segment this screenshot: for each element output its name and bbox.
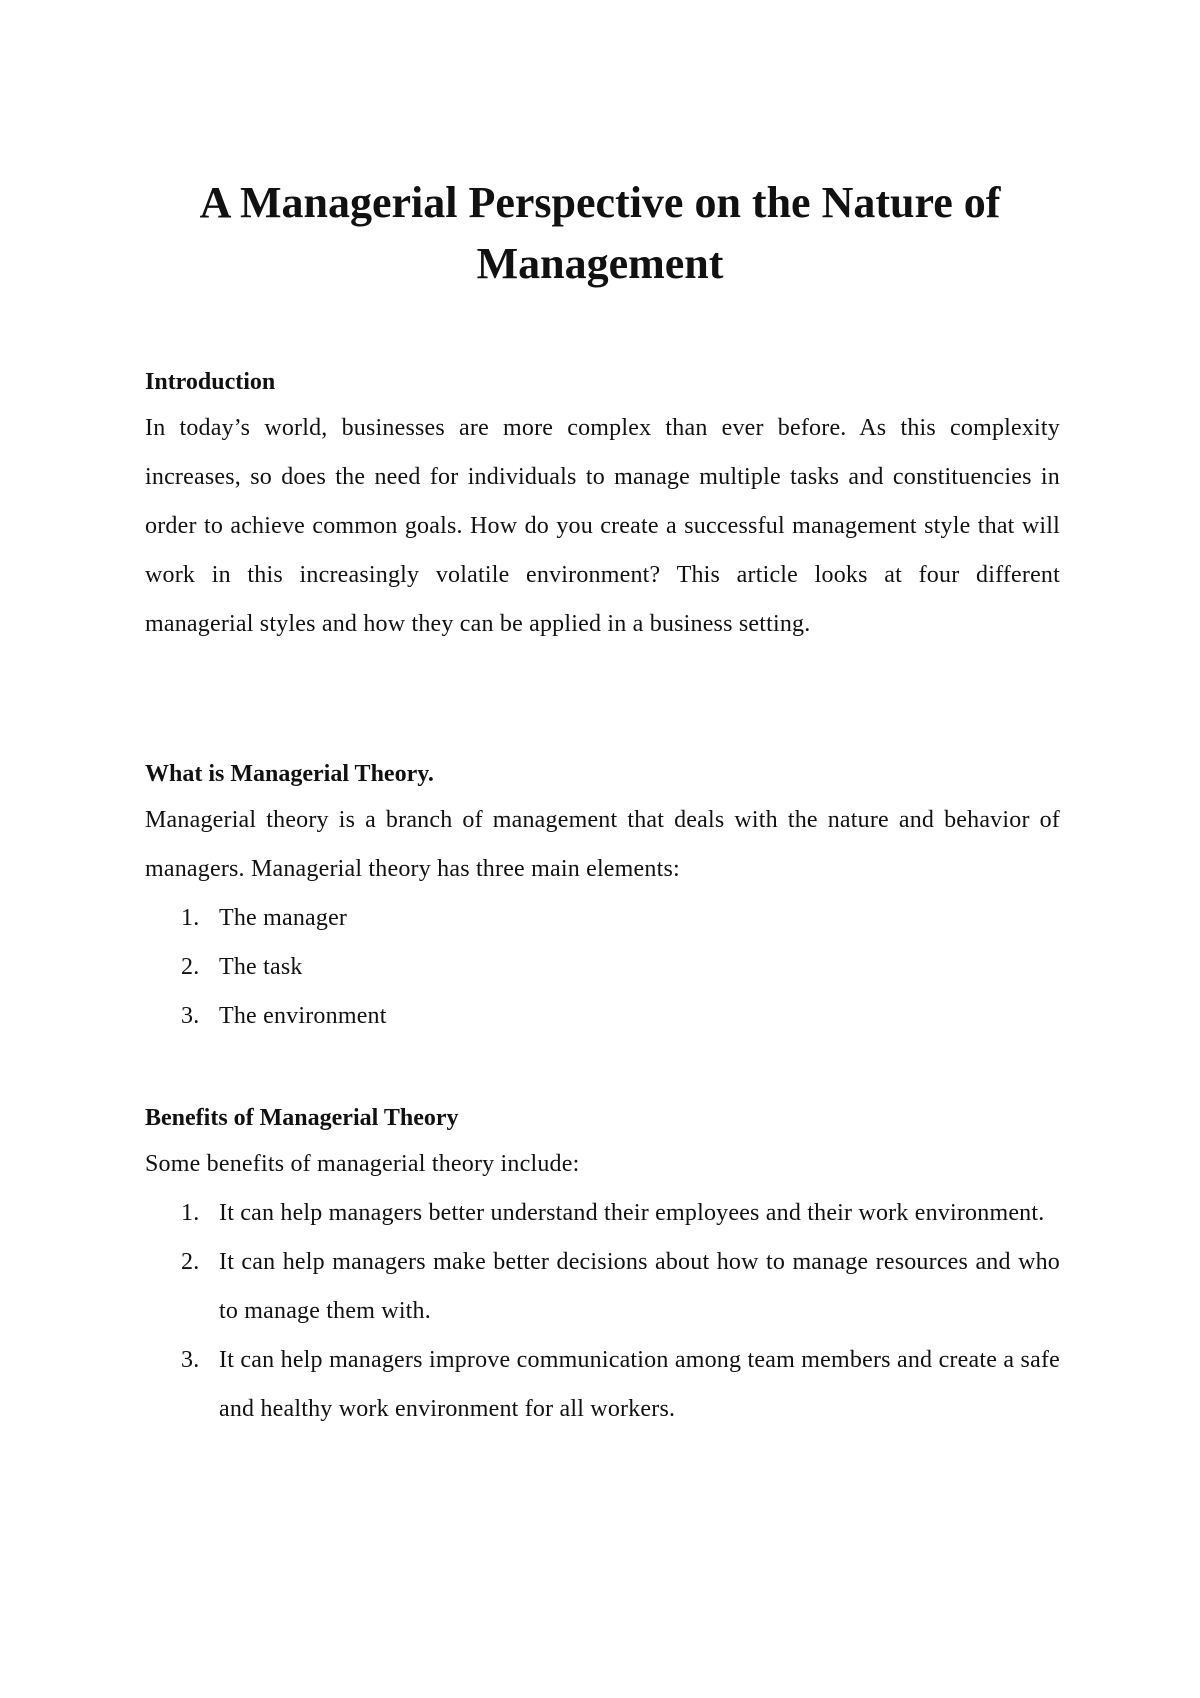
list-number: 1. xyxy=(181,905,200,931)
list-item xyxy=(145,992,1060,1041)
list-item xyxy=(145,894,1060,943)
section-benefits-of-managerial-theory xyxy=(145,1102,1060,1434)
list-number: 2. xyxy=(181,954,200,980)
list-text: It can help managers make better decisions about how to manage resources and who to manage them with. xyxy=(219,1249,1060,1324)
section-what-is-managerial-theory xyxy=(145,758,1060,1041)
list-item xyxy=(145,943,1060,992)
section-paragraph: In today’s world, businesses are more complex than ever before. As this complexity increases, so does the need for individuals to manage multiple tasks and constituencies in order to achieve common goals. How do you create a successful management style that will work in this increasingly volatile environment? This article looks at four different managerial styles and how they can be applied in a business setting. xyxy=(145,415,1060,637)
list-text: The environment xyxy=(219,1003,387,1029)
list-number: 3. xyxy=(181,1003,200,1029)
section-heading: What is Managerial Theory. xyxy=(145,761,434,787)
list-text: It can help managers better understand their employees and their work environment. xyxy=(219,1200,1045,1226)
section-heading: Benefits of Managerial Theory xyxy=(145,1105,459,1131)
list-text: It can help managers improve communication among team members and create a safe and healthy work environment for all workers. xyxy=(219,1347,1060,1422)
section-paragraph: Some benefits of managerial theory include: xyxy=(145,1151,580,1177)
list-number: 2. xyxy=(181,1249,200,1275)
list-number: 3. xyxy=(181,1347,200,1373)
list-item xyxy=(145,1336,1060,1434)
benefits-list xyxy=(145,1189,1060,1434)
list-text: The manager xyxy=(219,905,348,931)
list-text: The task xyxy=(219,954,303,980)
section-heading: Introduction xyxy=(145,369,276,395)
list-number: 1. xyxy=(181,1200,200,1226)
list-item xyxy=(145,1189,1060,1238)
section-paragraph: Managerial theory is a branch of management that deals with the nature and behavior of managers. Managerial theory has three main elements: xyxy=(145,807,1060,882)
list-item xyxy=(145,1238,1060,1336)
document-title: A Managerial Perspective on the Nature of Management xyxy=(199,178,1001,288)
elements-list xyxy=(145,894,1060,1041)
section-introduction xyxy=(145,366,1060,649)
